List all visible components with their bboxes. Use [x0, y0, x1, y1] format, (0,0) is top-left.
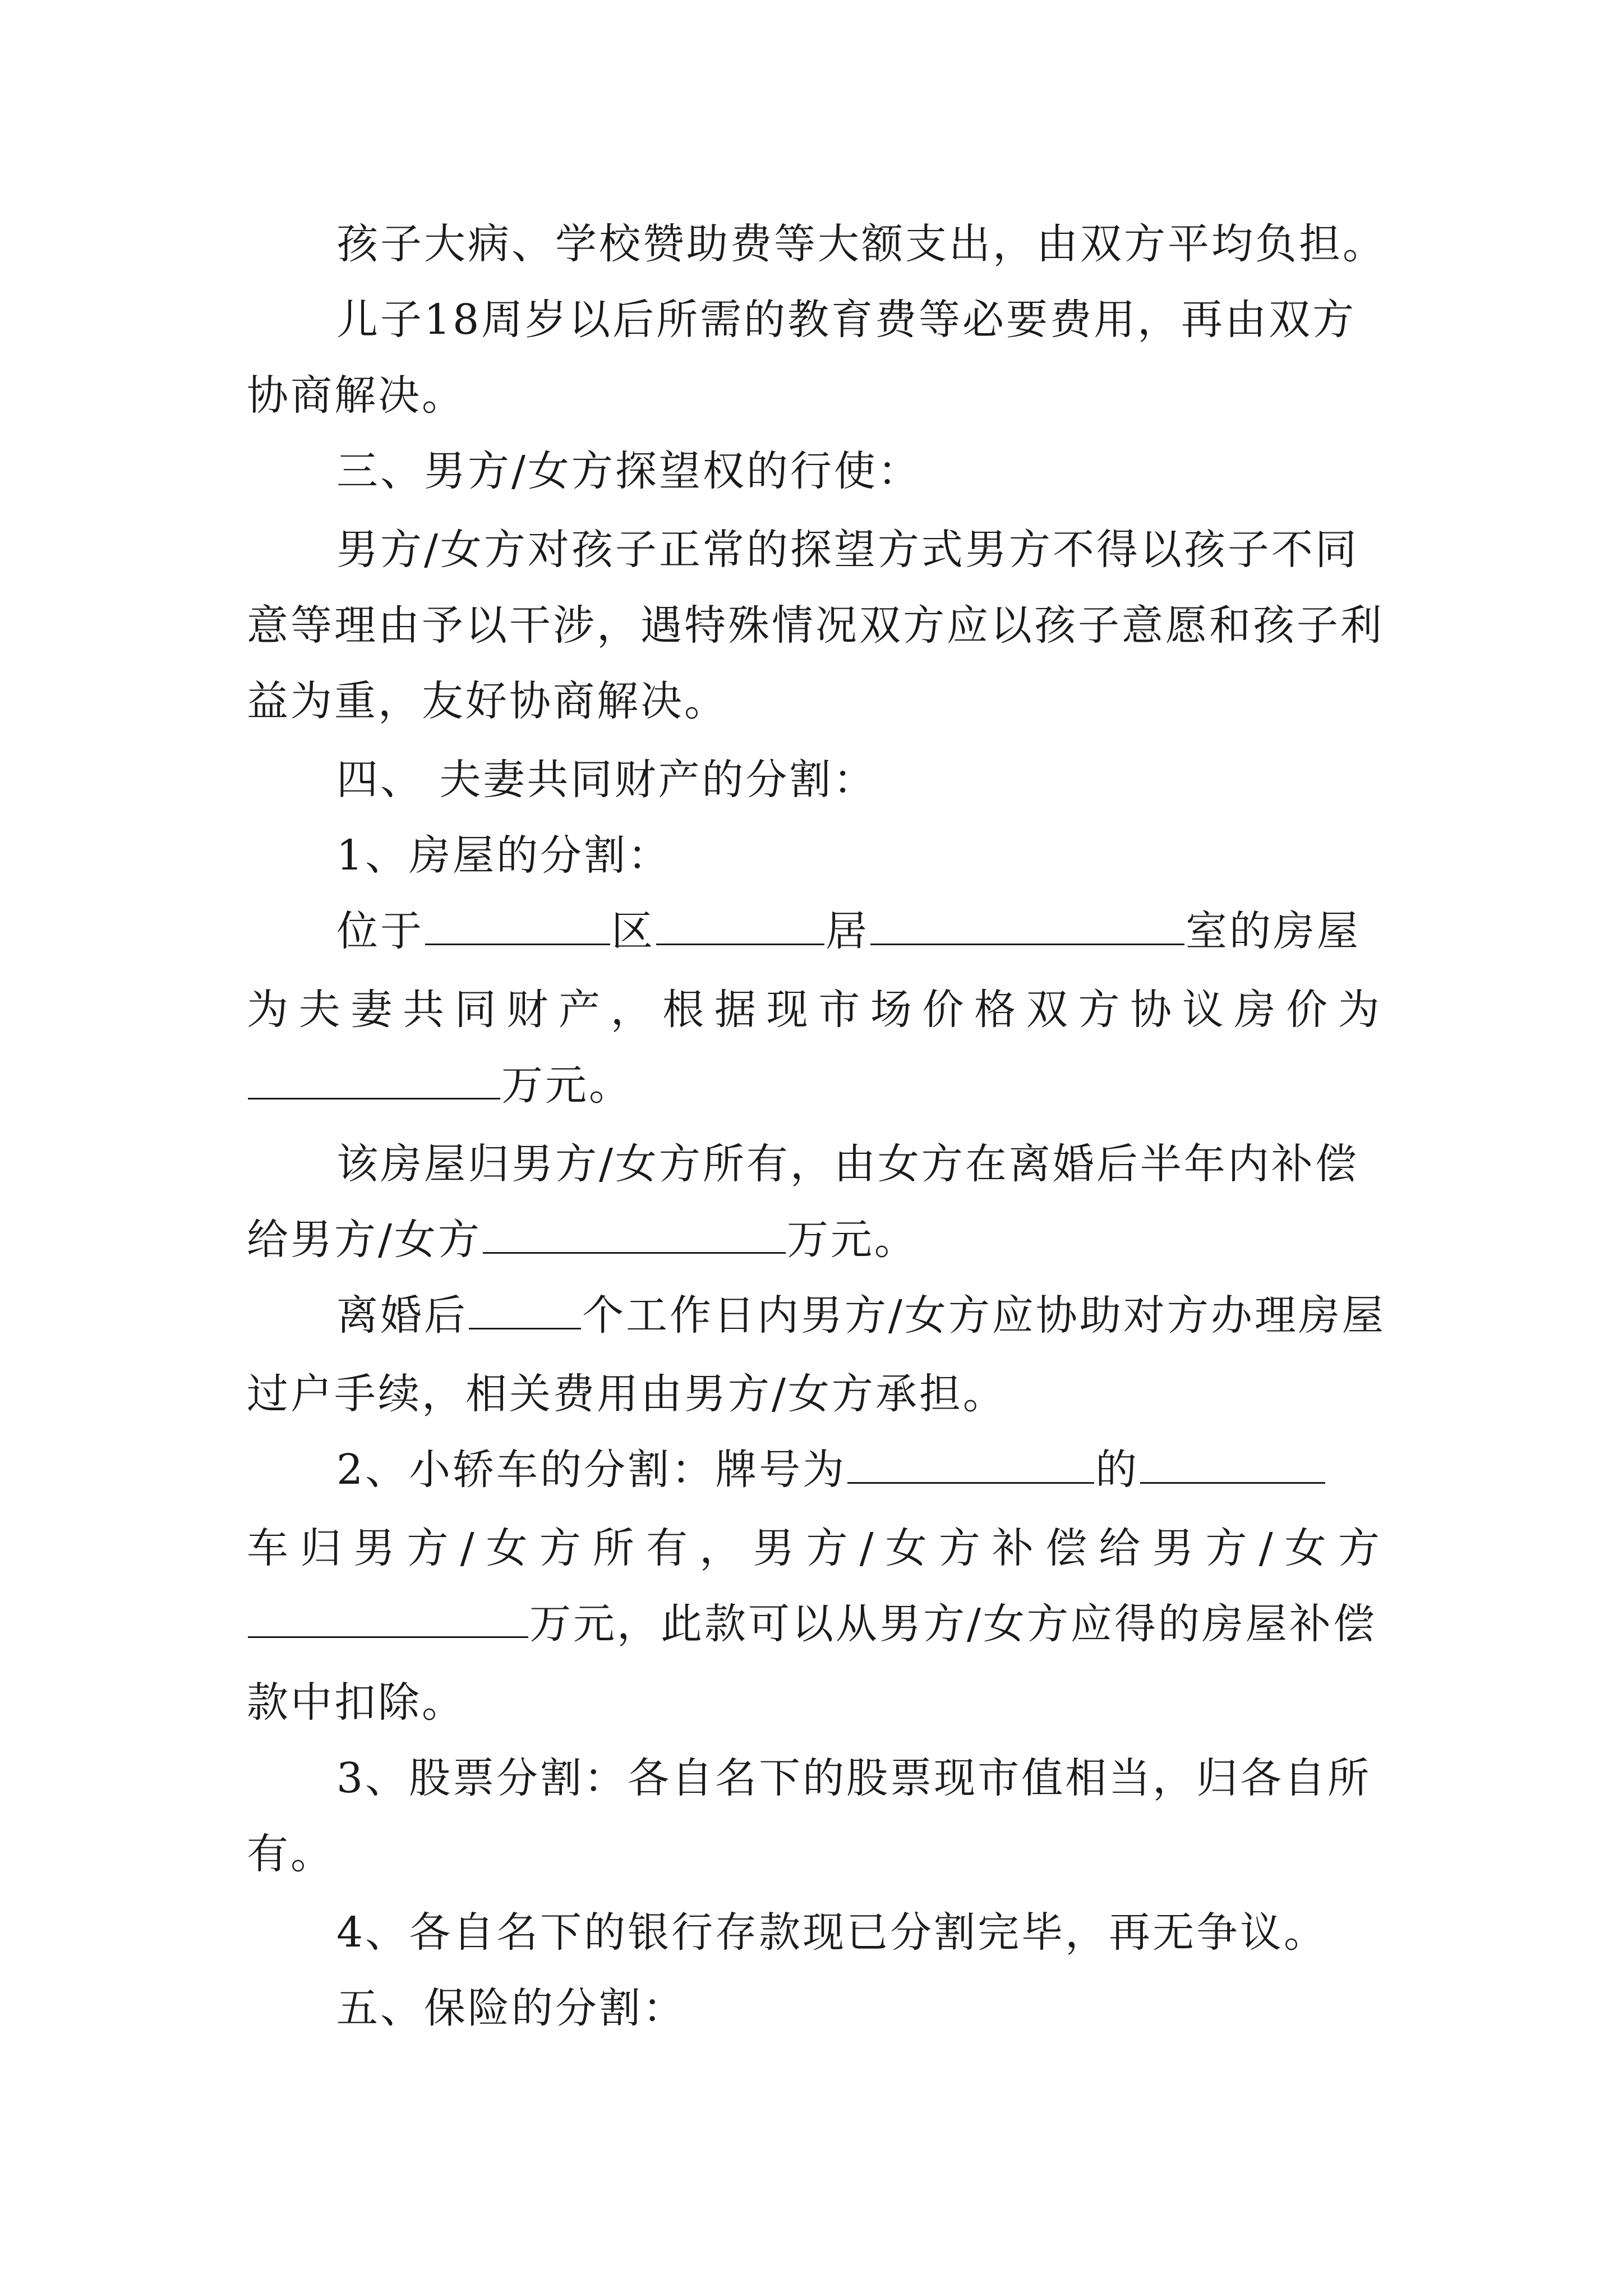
char: 据 — [714, 986, 756, 1034]
fill-blank-compensation[interactable] — [483, 1212, 786, 1254]
char: 给 — [1099, 1524, 1141, 1572]
text-line: 3、股票分割：各自名下的股票现市值相当，归各自所 — [336, 1754, 1372, 1802]
char: 格 — [974, 986, 1016, 1034]
char: 归 — [300, 1524, 342, 1572]
text-line-justified — [247, 1509, 1380, 1588]
text-fragment: 万元。 — [786, 1216, 918, 1264]
fill-blank-car-model[interactable] — [1140, 1442, 1325, 1484]
char: ， — [610, 986, 652, 1034]
char: 现 — [766, 986, 808, 1034]
text-fragment: 室的房屋 — [1186, 907, 1361, 955]
char: 为 — [1338, 986, 1380, 1034]
text-line: 协商解决。 — [247, 371, 465, 420]
char: 妻 — [351, 986, 393, 1034]
text-line — [247, 1046, 633, 1125]
char: 男 — [753, 1524, 795, 1572]
char: / — [460, 1524, 474, 1572]
section-heading: 三、男方/女方探望权的行使： — [336, 447, 921, 495]
fill-blank-car-compensation[interactable] — [248, 1596, 528, 1638]
fill-blank-plate-number[interactable] — [847, 1442, 1094, 1484]
char: 协 — [1130, 986, 1172, 1034]
text-fragment: 的 — [1095, 1446, 1140, 1494]
text-line: 儿子18周岁以后所需的教育费等必要费用，再由双方 — [336, 296, 1357, 344]
fill-blank-house-price[interactable] — [248, 1057, 500, 1099]
char: 价 — [922, 986, 964, 1034]
char: 夫 — [298, 986, 340, 1034]
char: 议 — [1182, 986, 1224, 1034]
text-line-justified — [247, 970, 1380, 1049]
char: 补 — [992, 1524, 1034, 1572]
char: 双 — [1026, 986, 1068, 1034]
text-fragment: 离婚后 — [336, 1291, 468, 1340]
char: / — [859, 1524, 874, 1572]
text-line — [336, 1430, 1326, 1509]
char: ， — [699, 1524, 741, 1572]
char: 场 — [870, 986, 912, 1034]
char: 女 — [486, 1524, 528, 1572]
text-fragment: 个工作日内男方/女方应协助对方办理房屋 — [582, 1291, 1386, 1340]
char: 市 — [818, 986, 860, 1034]
text-line: 该房屋归男方/女方所有，由女方在离婚后半年内补偿 — [336, 1140, 1359, 1188]
char: 价 — [1286, 986, 1328, 1034]
char: 共 — [402, 986, 444, 1034]
char: 方 — [1078, 986, 1120, 1034]
text-fragment: 万元，此款可以从男方/女方应得的房屋补偿 — [529, 1600, 1377, 1648]
text-line — [247, 1585, 1377, 1663]
char: 偿 — [1045, 1524, 1087, 1572]
char: 产 — [558, 986, 600, 1034]
char: 方 — [407, 1524, 449, 1572]
char: 同 — [454, 986, 496, 1034]
char: 房 — [1234, 986, 1276, 1034]
text-line: 有。 — [247, 1830, 334, 1878]
char: 男 — [353, 1524, 395, 1572]
text-line — [336, 1276, 1386, 1355]
section-heading: 五、保险的分割： — [336, 1984, 686, 2032]
text-line: 孩子大病、学校赞助费等大额支出，由双方平均负担。 — [336, 220, 1386, 268]
text-line: 款中扣除。 — [247, 1678, 465, 1727]
text-line: 男方/女方对孩子正常的探望方式男方不得以孩子不同 — [336, 526, 1359, 574]
text-fragment: 给男方/女方 — [247, 1216, 482, 1264]
text-fragment: 位于 — [336, 907, 424, 955]
section-heading: 四、 夫妻共同财产的分割： — [336, 756, 877, 804]
char: 男 — [1152, 1524, 1194, 1572]
char: 所 — [592, 1524, 634, 1572]
fill-blank-workdays[interactable] — [469, 1287, 581, 1329]
char: 方 — [1338, 1524, 1380, 1572]
text-fragment: 居 — [826, 907, 869, 955]
text-fragment: 万元。 — [501, 1061, 633, 1110]
subsection-heading: 1、房屋的分割： — [336, 831, 672, 880]
char: 女 — [885, 1524, 927, 1572]
char: 方 — [806, 1524, 848, 1572]
text-line: 4、各自名下的银行存款现已分割完毕，再无争议。 — [336, 1908, 1328, 1957]
fill-blank-residence[interactable] — [656, 903, 824, 945]
char: 车 — [247, 1524, 288, 1572]
text-line: 意等理由予以干涉，遇特殊情况双方应以孩子意愿和孩子利 — [247, 601, 1384, 650]
char: 方 — [539, 1524, 581, 1572]
fill-blank-district[interactable] — [425, 903, 610, 945]
char: 方 — [1205, 1524, 1247, 1572]
char: 女 — [1284, 1524, 1326, 1572]
text-fragment: 2、小轿车的分割：牌号为 — [336, 1446, 847, 1494]
char: / — [1258, 1524, 1273, 1572]
char: 有 — [646, 1524, 688, 1572]
text-line: 过户手续，相关费用由男方/女方承担。 — [247, 1370, 1007, 1418]
char: 财 — [506, 986, 548, 1034]
text-line — [247, 1200, 918, 1279]
text-fragment: 区 — [611, 907, 655, 955]
char: 根 — [662, 986, 704, 1034]
char: 为 — [247, 986, 288, 1034]
char: 方 — [938, 1524, 980, 1572]
fill-blank-room[interactable] — [870, 903, 1184, 945]
text-line — [336, 892, 1361, 970]
text-line: 益为重，友好协商解决。 — [247, 677, 728, 725]
